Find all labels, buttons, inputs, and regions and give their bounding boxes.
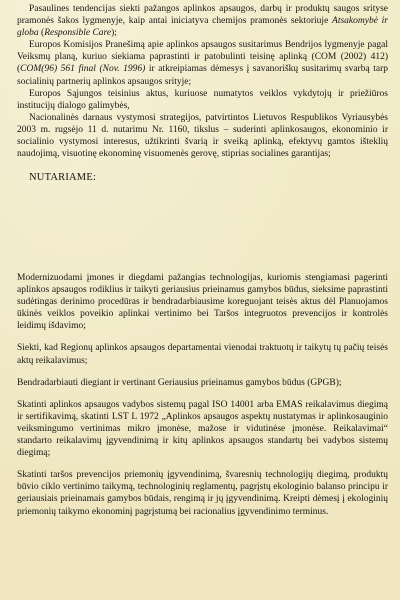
italic-term: Atsakomybė ir globa [17, 16, 388, 39]
resolution-item-3: Bendradarbiauti diegiant ir vertinant Geriausius prieinamus gamybos būdus (GPGB); [17, 377, 342, 388]
preamble-paragraph-2 [17, 39, 388, 87]
italic-term: Responsible Care [44, 28, 112, 39]
preamble-text: Pasaulines tendencijas siekti pažangos aplinkos apsaugos, darbų ir produktų saugos srityse pramonės šakos lygmenyje, kaip antai iniciatyva chemijos pramonės sektoriuje [17, 4, 388, 27]
resolution-item-2: Siekti, kad Regionų aplinkos apsaugos departamentai vienodai traktuotų ir taikytų tų pačių teisės aktų reikalavimus; [17, 343, 388, 366]
preamble-paragraph-1 [17, 3, 388, 39]
resolution-item-5: Skatinti taršos prevencijos priemonių įgyvendinimą, švaresnių technologijų diegimą, produktų būvio ciklo vertinimo taikymą, technologinių reglamentų, pagrįstų ekologinio balanso principu ir geriausiais prieinamais gamybos būdais, rengimą ir jų įgyvendinimą. Kreipti dėmesį į ekologinių priemonių taikymo ekonominį pagrįstumą bei racionalius įgyvendinimo terminus. [17, 470, 388, 517]
italic-reference: COM(96) 561 final (Nov. 1996) [20, 64, 146, 75]
preamble-text: ir atkreipiamas dėmesys į savanoriškų susitarimų svarbą tarp socialinių partnerių aplinkos apsaugos srityje; [17, 64, 388, 87]
resolution-item-1: Modernizuodami įmones ir diegdami pažangias technologijas, kuriomis stengiamasi pagerinti aplinkos apsaugos rodiklius ir taikyti geriausius prieinamus gamybos būdus, sieksime paprastinti sudėtingas derinimo procedūras ir bendradarbiausime koreguojant teisės aktus dėl Planuojamos ūkinės veiklos poveikio aplinkai vertinimo bei Taršos integruotos prevencijos ir kontrolės leidimų išdavimo; [17, 273, 388, 332]
resolution-item-4: Skatinti aplinkos apsaugos vadybos sistemų pagal ISO 14001 arba EMAS reikalavimus diegimą ir sertifikavimą, skatinti LST L 1972 „Aplinkos apsaugos aspektų nustatymas ir aplinkosauginio veiksmingumo vertinimas mikro įmonėse, mažose ir vidutinėse įmonėse. Reikalavimai“ standarto reikalavimų įgyvendinimą ir kitų aplinkos apsaugos standartų bei vadybos sistemų diegimą; [17, 399, 388, 459]
preamble-paragraph-3: Europos Sąjungos teisinius aktus, kuriuose numatytos veiklos vykdytojų ir priežiūros institucijų dialogo galimybės, [17, 88, 388, 111]
preamble-text: ( [38, 28, 45, 39]
preamble-text: Europos Komisijos Pranešimą apie aplinkos apsaugos susitarimus Bendrijos lygmenyje pagal Veiksmų planą, kuriuo siekiama paprastinti ir patobulinti teisinę aplinką (COM (2002) 412) ( [17, 40, 388, 75]
resolution-heading: NUTARIAME: [29, 172, 97, 184]
preamble-section [17, 3, 388, 193]
preamble-text: ); [111, 28, 117, 39]
preamble-paragraph-4: Nacionalinės darnaus vystymosi strategijos, patvirtintos Lietuvos Respublikos Vyriausybės 2003 m. rugsėjo 11 d. nutarimu Nr. 1160, tikslus – suderinti aplinkosaugos, ekonominio ir socialinio vystymosi interesus, užtikrinti švarią ir sveiką aplinką, efektyvų gamtos išteklių naudojimą, visuotinę ekonominę visuomenės gerovę, stiprias socialines garantijas; [17, 112, 388, 160]
resolution-section [17, 272, 388, 528]
